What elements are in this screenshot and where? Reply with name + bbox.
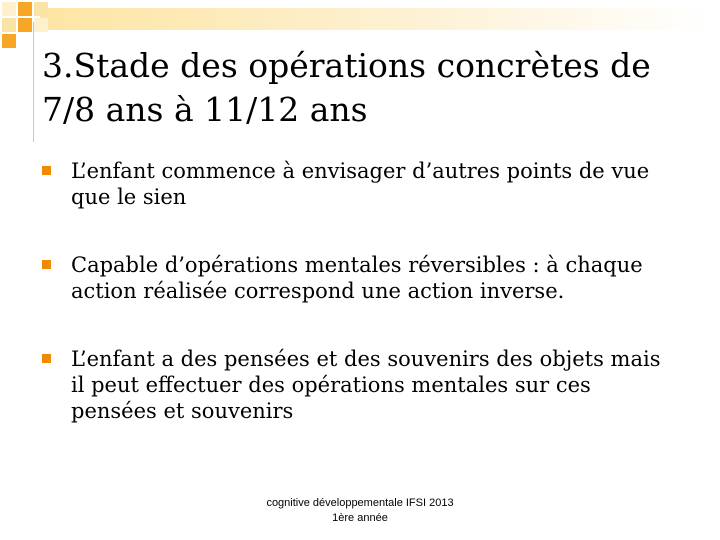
decor-square — [2, 18, 16, 32]
top-decor-bar — [40, 8, 710, 30]
decor-square — [34, 2, 48, 16]
decor-square — [2, 2, 16, 16]
decor-square — [18, 2, 32, 16]
square-bullet-icon — [42, 354, 51, 363]
bullet-text: Capable d’opérations mentales réversibles : à chaque action réalisée correspond une action inverse. — [71, 253, 643, 303]
bullet-item — [40, 158, 680, 210]
decor-square — [2, 34, 16, 48]
decor-square — [34, 18, 48, 32]
left-divider — [33, 22, 34, 142]
bullet-item — [40, 346, 680, 424]
square-bullet-icon — [42, 260, 51, 269]
decor-square — [18, 18, 32, 32]
slide-footer — [230, 496, 490, 526]
footer-line: cognitive développementale IFSI 2013 — [266, 497, 454, 509]
bullet-text: L’enfant a des pensées et des souvenirs des objets mais il peut effectuer des opérations mentales sur ces pensées et souvenirs — [71, 347, 661, 423]
bullet-text: L’enfant commence à envisager d’autres points de vue que le sien — [71, 159, 650, 209]
footer-line: 1ère année — [332, 512, 388, 524]
bullet-item — [40, 252, 680, 304]
bullet-list — [40, 158, 680, 424]
square-bullet-icon — [42, 166, 51, 175]
slide-title: 3.Stade des opérations concrètes de 7/8 ans à 11/12 ans — [42, 46, 651, 129]
